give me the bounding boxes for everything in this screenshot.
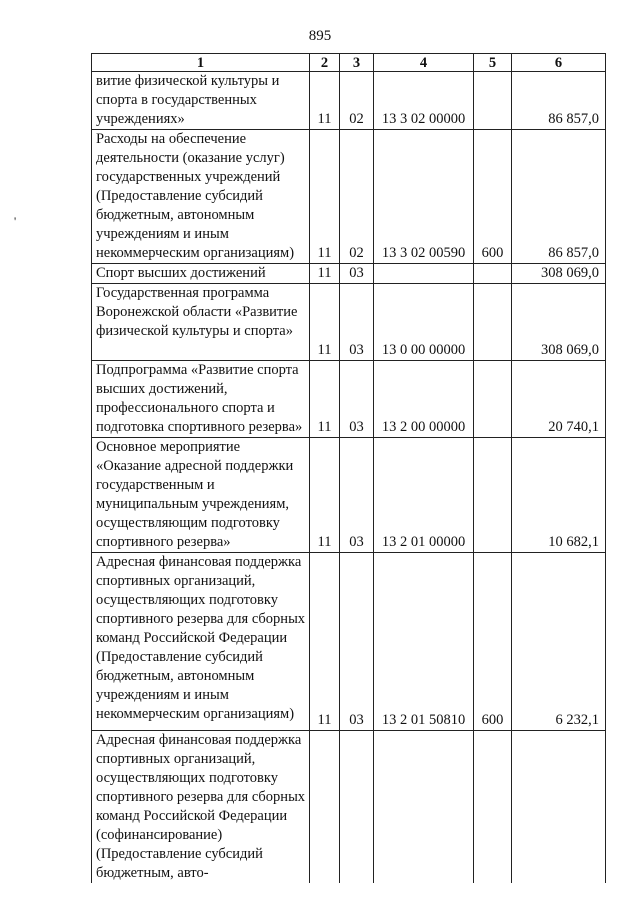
section-code: 11 bbox=[310, 284, 340, 361]
subsection-code: 02 bbox=[340, 72, 374, 130]
amount: 86 857,0 bbox=[512, 72, 606, 130]
section-code: 11 bbox=[310, 72, 340, 130]
section-code: 11 bbox=[310, 361, 340, 438]
amount: 308 069,0 bbox=[512, 284, 606, 361]
target-article-code: 13 3 02 00590 bbox=[374, 130, 474, 264]
item-name: Адресная финансовая поддержка спортивных организаций, осуществляющих подготовку спортивного резерва для сборных команд Российской Федерации (софинансирование) (Предоставление субсидий бюджетным, авто- bbox=[92, 731, 310, 884]
expense-type-code bbox=[474, 264, 512, 284]
table-row bbox=[92, 731, 606, 884]
target-article-code bbox=[374, 264, 474, 284]
table-row bbox=[92, 130, 606, 264]
target-article-code: 13 2 01 00000 bbox=[374, 438, 474, 553]
amount bbox=[512, 731, 606, 884]
amount: 6 232,1 bbox=[512, 553, 606, 731]
expense-type-code bbox=[474, 731, 512, 884]
budget-table bbox=[91, 53, 606, 883]
section-code: 11 bbox=[310, 438, 340, 553]
column-header: 1 bbox=[92, 54, 310, 72]
target-article-code: 13 3 02 00000 bbox=[374, 72, 474, 130]
column-header: 3 bbox=[340, 54, 374, 72]
amount: 86 857,0 bbox=[512, 130, 606, 264]
item-name: Основное мероприятие «Оказание адресной поддержки государственным и муниципальным учреждениям, осуществляющим подготовку спортивного резерва» bbox=[92, 438, 310, 553]
table-row bbox=[92, 72, 606, 130]
column-header: 5 bbox=[474, 54, 512, 72]
subsection-code: 03 bbox=[340, 553, 374, 731]
subsection-code: 03 bbox=[340, 264, 374, 284]
item-name: Спорт высших достижений bbox=[92, 264, 310, 284]
subsection-code: 02 bbox=[340, 130, 374, 264]
section-code: 11 bbox=[310, 553, 340, 731]
expense-type-code bbox=[474, 72, 512, 130]
table-header-row bbox=[92, 54, 606, 72]
table-row bbox=[92, 361, 606, 438]
section-code bbox=[310, 731, 340, 884]
subsection-code bbox=[340, 731, 374, 884]
subsection-code: 03 bbox=[340, 361, 374, 438]
amount: 308 069,0 bbox=[512, 264, 606, 284]
subsection-code: 03 bbox=[340, 284, 374, 361]
target-article-code: 13 2 00 00000 bbox=[374, 361, 474, 438]
expense-type-code bbox=[474, 284, 512, 361]
column-header: 2 bbox=[310, 54, 340, 72]
amount: 20 740,1 bbox=[512, 361, 606, 438]
target-article-code bbox=[374, 731, 474, 884]
item-name: Государственная программа Воронежской области «Развитие физической культуры и спорта» bbox=[92, 284, 310, 361]
table-row bbox=[92, 264, 606, 284]
target-article-code: 13 0 00 00000 bbox=[374, 284, 474, 361]
subsection-code: 03 bbox=[340, 438, 374, 553]
item-name: Подпрограмма «Развитие спорта высших достижений, профессионального спорта и подготовка спортивного резерва» bbox=[92, 361, 310, 438]
item-name: Расходы на обеспечение деятельности (оказание услуг) государственных учреждений (Предоставление субсидий бюджетным, автономным учреждениям и иным некоммерческим организациям) bbox=[92, 130, 310, 264]
column-header: 6 bbox=[512, 54, 606, 72]
expense-type-code bbox=[474, 438, 512, 553]
page-number: 895 bbox=[308, 28, 332, 44]
table-row bbox=[92, 438, 606, 553]
expense-type-code: 600 bbox=[474, 130, 512, 264]
expense-type-code: 600 bbox=[474, 553, 512, 731]
column-header: 4 bbox=[374, 54, 474, 72]
table-row bbox=[92, 553, 606, 731]
table-row bbox=[92, 284, 606, 361]
item-name: Адресная финансовая поддержка спортивных организаций, осуществляющих подготовку спортивного резерва для сборных команд Российской Федерации (Предоставление субсидий бюджетным, автономным учреждениям и иным некоммерческим организациям) bbox=[92, 553, 310, 731]
section-code: 11 bbox=[310, 130, 340, 264]
target-article-code: 13 2 01 50810 bbox=[374, 553, 474, 731]
section-code: 11 bbox=[310, 264, 340, 284]
stray-mark: ' bbox=[14, 214, 17, 228]
amount: 10 682,1 bbox=[512, 438, 606, 553]
item-name: витие физической культуры и спорта в государственных учреждениях» bbox=[92, 72, 310, 130]
expense-type-code bbox=[474, 361, 512, 438]
